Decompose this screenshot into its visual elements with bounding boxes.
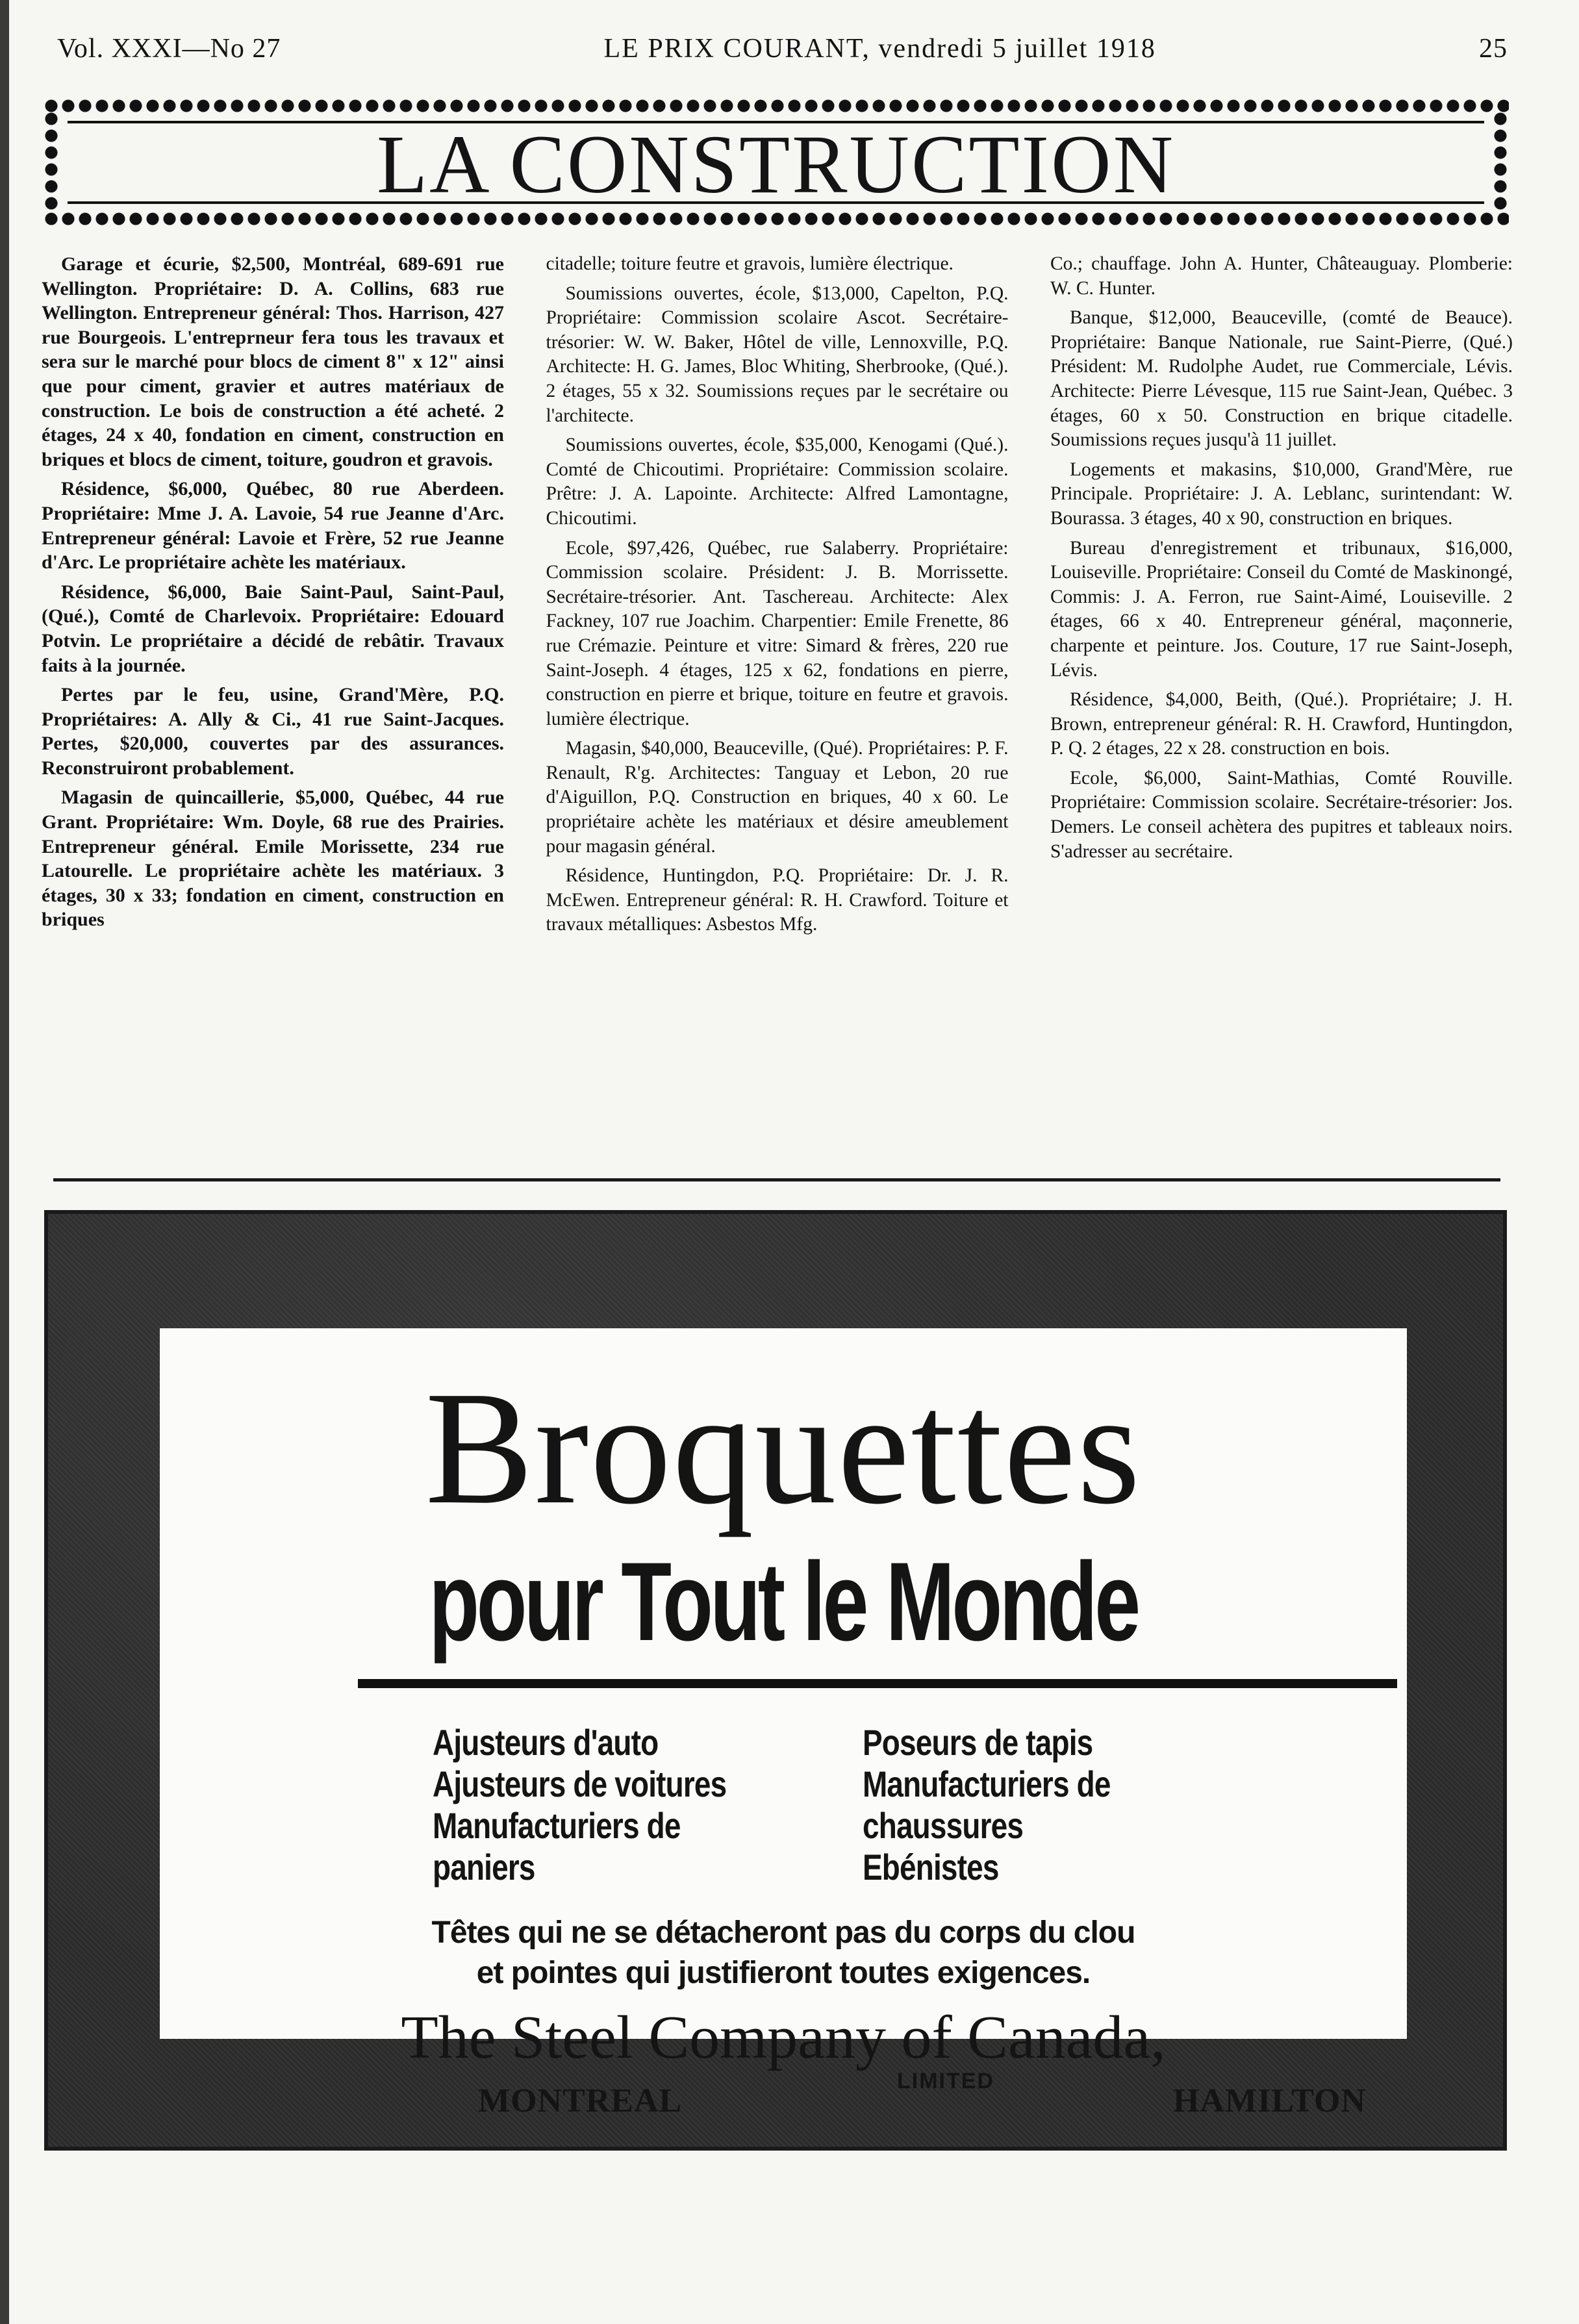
- list-item: Manufacturiers de: [433, 1805, 681, 1846]
- entry-paragraph: Banque, $12,000, Beauceville, (comté de Beauce). Propriétaire: Banque Nationale, rue Saint-Pierre, (Qué.) Président: M. Rudolphe Audet, rue Commerciale, Lévis. Architecte: Pierre Lévesque, 115 rue Saint-Jean, Québec. 3 étages, 60 x 50. Construction en brique citadelle. Soumissions reçues jusqu'à 11 juillet.: [1050, 307, 1513, 451]
- entry-paragraph: Ecole, $97,426, Québec, rue Salaberry. Propriétaire: Commission scolaire. Président: J. B. Morrissette. Secrétaire-trésorier. Ant. Taschereau. Architecte: Alex Fackney, 107 rue Joachim. Charpentier: Emile Frenette, 86 rue Crémazie. Peinture et vitre: Simard & frères, 220 rue Saint-Joseph. 4 étages, 125 x 62, fondations en pierre, construction en pierre et brique, toiture en feutre et gravois. lumière électrique.: [546, 537, 1009, 729]
- entry-paragraph: Résidence, $6,000, Baie Saint-Paul, Saint-Paul, (Qué.), Comté de Charlevoix. Propriétaire: Edouard Potvin. Le propriétaire a décidé de rebâtir. Travaux faits à la journée.: [42, 581, 504, 676]
- entry-paragraph: Résidence, $4,000, Beith, (Qué.). Propriétaire; J. H. Brown, entrepreneur général: R. H. Crawford, Huntingdon, P. Q. 2 étages, 22 x 28. construction en bois.: [1050, 689, 1513, 759]
- note-line: Têtes qui ne se détacheront pas du corps du clou: [431, 1915, 1135, 1950]
- journal-title-date: LE PRIX COURANT, vendredi 5 juillet 1918: [603, 34, 1156, 64]
- entry-paragraph: Magasin de quincaillerie, $5,000, Québec, 44 rue Grant. Propriétaire: Wm. Doyle, 68 rue des Prairies. Entrepreneur général. Emile Morissette, 234 rue Latourelle. Le propriétaire achète les matériaux. 3 étages, 30 x 33; fondation en ciment, construction en briques: [42, 787, 504, 931]
- ad-product-note: [160, 1913, 1407, 1993]
- page-number: 25: [1478, 34, 1508, 64]
- horizontal-divider: [53, 1178, 1500, 1181]
- column-1: [42, 252, 504, 1168]
- entry-paragraph: Garage et écurie, $2,500, Montréal, 689-691 rue Wellington. Propriétaire: D. A. Collins, 683 rue Wellington. Entrepreneur général: Thos. Harrison, 427 rue Bourgeois. L'entreprneur fera tous les travaux et sera sur le marché pour blocs de ciment 8" x 12" ainsi que pour ciment, gravier et autres matériaux de construction. Le bois de construction a été acheté. 2 étages, 24 x 40, fondation en ciment, construction en briques et blocs de ciment, toiture, goudron et gravois.: [42, 253, 504, 470]
- entry-paragraph: Ecole, $6,000, Saint-Mathias, Comté Rouville. Propriétaire: Commission scolaire. Secrétaire-trésorier: Jos. Demers. Le conseil achètera des pupitres et tableaux noirs. S'adresser au secrétaire.: [1050, 767, 1513, 862]
- list-item: Ajusteurs de voitures: [433, 1763, 727, 1804]
- entry-paragraph: citadelle; toiture feutre et gravois, lumière électrique.: [546, 253, 954, 274]
- list-item: paniers: [433, 1847, 535, 1888]
- ad-company-name: The Steel Company of Canada,: [401, 2004, 1166, 2071]
- section-title: LA CONSTRUCTION: [376, 118, 1176, 210]
- entry-paragraph: Résidence, $6,000, Québec, 80 rue Aberdeen. Propriétaire: Mme J. A. Lavoie, 54 rue Jeanne d'Arc. Entrepreneur général: Lavoie et Frère, 52 rue Jeanne d'Arc. Le propriétaire achète les matériaux.: [42, 478, 504, 574]
- ad-trades-list-left: [433, 1722, 726, 1888]
- column-2: [546, 252, 1009, 1168]
- advertisement-card: [160, 1328, 1407, 2119]
- page-edge: [0, 0, 9, 2324]
- list-item: Manufacturiers de: [863, 1763, 1111, 1804]
- city-montreal: MONTREAL: [478, 2082, 683, 2119]
- city-hamilton: HAMILTON: [1173, 2082, 1366, 2119]
- note-line: et pointes qui justifieront toutes exigences.: [476, 1956, 1091, 1990]
- list-item: Poseurs de tapis: [863, 1722, 1093, 1763]
- entry-paragraph: Co.; chauffage. John A. Hunter, Châteauguay. Plomberie: W. C. Hunter.: [1050, 253, 1513, 299]
- entry-paragraph: Bureau d'enregistrement et tribunaux, $16,000, Louiseville. Propriétaire: Conseil du Comté de Maskinongé, Commis: J. A. Ferron, rue Saint-Aimé, Louiseville. 2 étages, 66 x 40. Entrepreneur général, maçonnerie, charpente et peinture. Jos. Couture, 17 rue Saint-Joseph, Lévis.: [1050, 537, 1513, 681]
- entry-paragraph: Magasin, $40,000, Beauceville, (Qué). Propriétaires: P. F. Renault, R'g. Architectes: Tanguay et Lebon, 20 rue d'Aiguillon, P.Q. Construction en briques, 40 x 60. Le propriétaire achète les matériaux et désire ameublement pour magasin général.: [546, 738, 1009, 857]
- volume-number: Vol. XXXI—No 27: [57, 34, 281, 64]
- entry-paragraph: Résidence, Huntingdon, P.Q. Propriétaire: Dr. J. R. McEwen. Entrepreneur général: R. H. Crawford. Toiture et travaux métalliques: Asbestos Mfg.: [546, 865, 1009, 935]
- running-header: [57, 26, 1508, 71]
- entry-paragraph: Pertes par le feu, usine, Grand'Mère, P.Q. Propriétaires: A. Ally & Ci., 41 rue Saint-Jacques. Pertes, $20,000, couvertes par des assurances. Reconstruiront probablement.: [42, 684, 504, 779]
- entry-paragraph: Soumissions ouvertes, école, $35,000, Kenogami (Qué.). Comté de Chicoutimi. Propriétaire: Commission scolaire. Prêtre: J. A. Lapointe. Architecte: Alfred Lamontagne, Chicoutimi.: [546, 435, 1009, 529]
- limited-label: LIMITED: [897, 2069, 994, 2093]
- list-item: chaussures: [863, 1805, 1024, 1846]
- ornament-border-bottom: [43, 210, 1509, 227]
- ad-trades-list-right: [863, 1722, 1111, 1888]
- ornament-border-top: [43, 97, 1509, 114]
- list-item: Ajusteurs d'auto: [433, 1722, 659, 1763]
- ad-subheadline: pour Tout le Monde: [429, 1539, 1138, 1664]
- section-banner: [43, 97, 1509, 227]
- column-3: [1050, 252, 1513, 1168]
- advertisement: [44, 1210, 1507, 2151]
- list-item: Ebénistes: [863, 1847, 999, 1888]
- entry-paragraph: Logements et makasins, $10,000, Grand'Mère, rue Principale. Propriétaire: J. A. Leblanc, surintendant: W. Bourassa. 3 étages, 40 x 90, construction en briques.: [1050, 459, 1513, 529]
- ad-underline: [358, 1679, 1397, 1688]
- article-columns: [42, 252, 1513, 1168]
- ad-headline: Broquettes: [425, 1358, 1142, 1538]
- entry-paragraph: Soumissions ouvertes, école, $13,000, Capelton, P.Q. Propriétaire: Commission scolaire Ascot. Secrétaire-trésorier: W. W. Baker, Hôtel de ville, Lennoxville, P.Q. Architecte: H. G. James, Bloc Whiting, Sherbrooke, (Qué.). 2 étages, 55 x 32. Soumissions reçues par le secrétaire ou l'architecte.: [546, 283, 1009, 426]
